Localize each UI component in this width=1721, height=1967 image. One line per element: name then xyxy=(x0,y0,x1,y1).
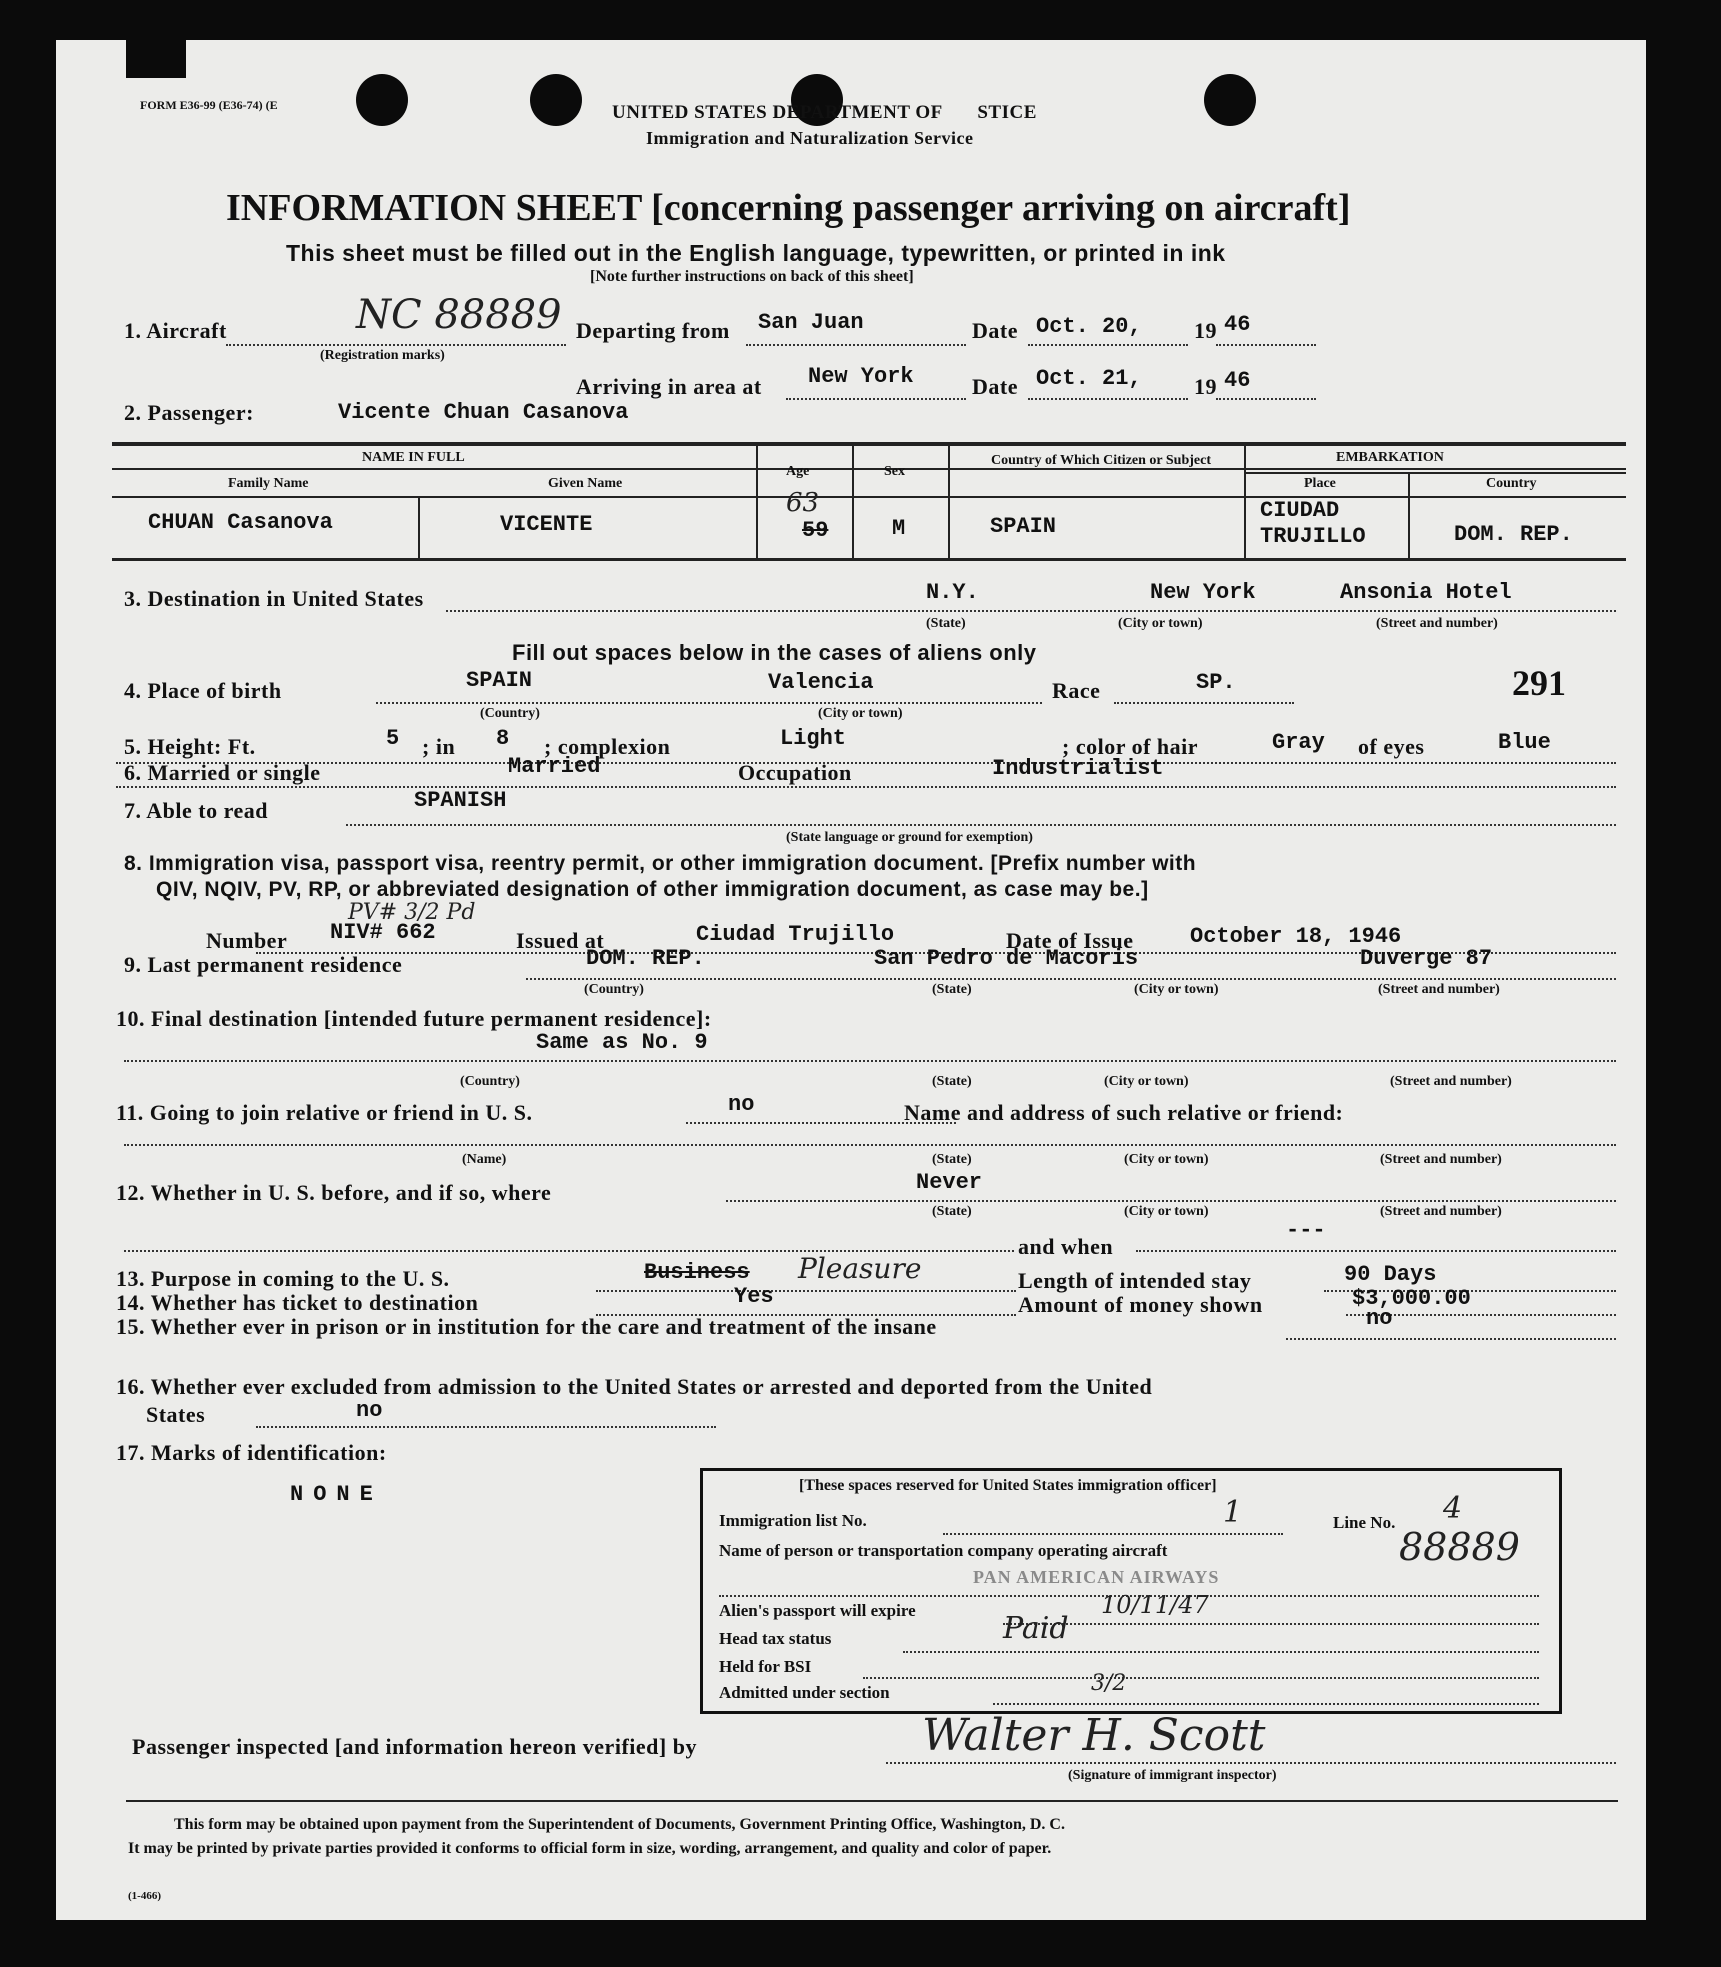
signature-caption: (Signature of immigrant inspector) xyxy=(1068,1768,1277,1783)
embark-place-2: TRUJILLO xyxy=(1260,524,1366,549)
corner-tear xyxy=(126,38,186,78)
ticket-label: 14. Whether has ticket to destination xyxy=(116,1290,479,1315)
year-prefix: 19 xyxy=(1194,318,1217,343)
issue-date: October 18, 1946 xyxy=(1190,924,1402,949)
when-value: --- xyxy=(1286,1218,1326,1243)
caption-city: (City or town) xyxy=(1124,1152,1209,1167)
head-tax-label: Head tax status xyxy=(719,1629,832,1648)
year-departing: 46 xyxy=(1224,312,1251,337)
punch-hole xyxy=(530,74,582,126)
caption-country: (Country) xyxy=(584,982,644,997)
marks-value: NONE xyxy=(290,1482,383,1507)
occupation: Industrialist xyxy=(992,756,1164,781)
family-name: CHUAN Casanova xyxy=(148,510,333,535)
passenger-label: 2. Passenger: xyxy=(124,400,254,425)
excluded-value: no xyxy=(356,1398,383,1423)
stay-length: 90 Days xyxy=(1344,1262,1437,1287)
caption-state: (State) xyxy=(926,616,966,631)
age-header: Age xyxy=(786,464,810,479)
year-prefix: 19 xyxy=(1194,374,1217,399)
given-name-header: Given Name xyxy=(548,476,623,491)
prison-label: 15. Whether ever in prison or in institution for the care and treatment of the insane xyxy=(116,1314,937,1339)
country-citizen-header: Country of Which Citizen or Subject xyxy=(991,453,1211,468)
visa-label: 8. Immigration visa, passport visa, reentry permit, or other immigration document. [Prefix number with xyxy=(124,852,1197,875)
agency-name: UNITED STATES DEPARTMENT OF xyxy=(612,102,948,123)
aircraft-label: 1. Aircraft xyxy=(124,318,227,343)
passport-expire-label: Alien's passport will expire xyxy=(719,1601,916,1620)
issue-date-label: Date of Issue xyxy=(1006,928,1134,953)
list-number: 1 xyxy=(1223,1495,1243,1530)
birth-label: 4. Place of birth xyxy=(124,678,282,703)
race: SP. xyxy=(1196,670,1236,695)
final-destination: Same as No. 9 xyxy=(536,1030,708,1055)
age-handwritten: 63 xyxy=(786,488,820,518)
registration-caption: (Registration marks) xyxy=(320,348,445,363)
race-label: Race xyxy=(1052,678,1101,703)
marital-label: 6. Married or single xyxy=(124,760,321,785)
caption-city: (City or town) xyxy=(818,706,903,721)
when-label: and when xyxy=(1018,1234,1114,1259)
age: 59 xyxy=(802,518,829,543)
aircraft-registration: NC 88889 xyxy=(356,292,562,338)
stay-label: Length of intended stay xyxy=(1018,1268,1252,1293)
section-label: Admitted under section xyxy=(719,1683,890,1702)
subtitle: This sheet must be filled out in the English language, typewritten, or printed in ink xyxy=(286,240,1226,266)
relative-name-label: Name and address of such relative or friend: xyxy=(904,1100,1344,1125)
embark-place-1: CIUDAD xyxy=(1260,498,1340,523)
destination-label: 3. Destination in United States xyxy=(124,586,424,611)
residence-state: San Pedro de Macoris xyxy=(874,946,1139,971)
issued-at: Ciudad Trujillo xyxy=(696,922,895,947)
inspector-signature: Walter H. Scott xyxy=(922,1710,1266,1761)
residence-label: 9. Last permanent residence xyxy=(124,952,403,977)
visa-label-2: QIV, NQIV, PV, RP, or abbreviated designation of other immigration document, as case may be.] xyxy=(156,878,1149,901)
money-amount: $3,000.00 xyxy=(1352,1286,1471,1311)
destination-city: New York xyxy=(1150,580,1256,605)
officer-box-header: [These spaces reserved for United States immigration officer] xyxy=(799,1477,1217,1494)
stamp-number: 291 xyxy=(1512,663,1566,703)
citizenship: SPAIN xyxy=(990,514,1057,539)
list-label: Immigration list No. xyxy=(719,1511,867,1530)
caption-state: (State) xyxy=(932,1204,972,1219)
date-label: Date xyxy=(972,318,1018,343)
punch-hole xyxy=(1204,74,1256,126)
line-label: Line No. xyxy=(1333,1513,1396,1532)
company-handwritten: 88889 xyxy=(1399,1525,1520,1569)
form-code: (1-466) xyxy=(128,1890,161,1902)
complexion: Light xyxy=(780,726,847,751)
arriving-label: Arriving in area at xyxy=(576,374,762,399)
date-departing: Oct. 20, xyxy=(1036,314,1142,339)
caption-city: (City or town) xyxy=(1118,616,1203,631)
caption-street: (Street and number) xyxy=(1378,982,1500,997)
caption-country: (Country) xyxy=(480,706,540,721)
before-label: 12. Whether in U. S. before, and if so, where xyxy=(116,1180,552,1205)
sex: M xyxy=(892,516,906,541)
birth-city: Valencia xyxy=(768,670,874,695)
caption-city: (City or town) xyxy=(1104,1074,1189,1089)
passenger-name: Vicente Chuan Casanova xyxy=(338,400,629,425)
money-label: Amount of money shown xyxy=(1018,1292,1263,1317)
given-name: VICENTE xyxy=(500,512,593,537)
eye-color: Blue xyxy=(1498,730,1551,755)
name-in-full-header: NAME IN FULL xyxy=(362,450,465,465)
hair-label: ; color of hair xyxy=(1062,734,1199,759)
purpose-label: 13. Purpose in coming to the U. S. xyxy=(116,1266,450,1291)
residence-country: DOM. REP. xyxy=(586,946,705,971)
date-arriving: Oct. 21, xyxy=(1036,366,1142,391)
form-sheet xyxy=(56,40,1646,1920)
departing-label: Departing from xyxy=(576,318,730,343)
service-name: Immigration and Naturalization Service xyxy=(646,128,974,148)
prison-value: no xyxy=(1366,1306,1393,1331)
read-language: SPANISH xyxy=(414,788,507,813)
caption-street: (Street and number) xyxy=(1376,616,1498,631)
issued-label: Issued at xyxy=(516,928,605,953)
punch-hole xyxy=(356,74,408,126)
embark-country: DOM. REP. xyxy=(1454,522,1573,547)
read-label: 7. Able to read xyxy=(124,798,268,823)
residence-street: Duverge 87 xyxy=(1360,946,1493,971)
caption-state: (State) xyxy=(932,1152,972,1167)
join-label: 11. Going to join relative or friend in U. S. xyxy=(116,1100,533,1125)
company-stamp: PAN AMERICAN AIRWAYS xyxy=(973,1567,1220,1587)
family-name-header: Family Name xyxy=(228,476,309,491)
eyes-label: of eyes xyxy=(1358,734,1425,759)
final-destination-label: 10. Final destination [intended future permanent residence]: xyxy=(116,1006,712,1031)
caption-state: (State) xyxy=(932,982,972,997)
departing-from: San Juan xyxy=(758,310,864,335)
inches-label: ; in xyxy=(422,734,456,759)
year-arriving: 46 xyxy=(1224,368,1251,393)
date-label: Date xyxy=(972,374,1018,399)
height-inches: 8 xyxy=(496,726,510,751)
hair-color: Gray xyxy=(1272,730,1325,755)
marital-status: Married xyxy=(508,754,601,779)
height-ft: 5 xyxy=(386,726,400,751)
passport-expire: 10/11/47 xyxy=(1101,1591,1209,1619)
head-tax-status: Paid xyxy=(1003,1611,1069,1646)
before-value: Never xyxy=(916,1170,983,1195)
sex-header: Sex xyxy=(884,464,905,479)
destination-street: Ansonia Hotel xyxy=(1340,580,1512,605)
destination-state: N.Y. xyxy=(926,580,979,605)
caption-state: (State) xyxy=(932,1074,972,1089)
caption-street: (Street and number) xyxy=(1380,1204,1502,1219)
caption-street: (Street and number) xyxy=(1380,1152,1502,1167)
caption-street: (Street and number) xyxy=(1390,1074,1512,1089)
officer-box xyxy=(700,1468,1562,1714)
embark-country-header: Country xyxy=(1486,476,1537,491)
visa-handwritten: PV# 3/2 Pd xyxy=(348,900,476,925)
visa-number: NIV# 662 xyxy=(330,920,436,945)
caption-city: (City or town) xyxy=(1124,1204,1209,1219)
aliens-header: Fill out spaces below in the cases of aliens only xyxy=(512,640,1037,665)
height-label: 5. Height: Ft. xyxy=(124,734,256,759)
company-label: Name of person or transportation company operating aircraft xyxy=(719,1541,1168,1560)
birth-country: SPAIN xyxy=(466,668,533,693)
footer-line-2: It may be printed by private parties provided it conforms to official form in size, wording, arrangement, and quality and color of paper. xyxy=(128,1840,1052,1857)
complexion-label: ; complexion xyxy=(544,734,671,759)
agency xyxy=(612,102,1037,124)
page-title: INFORMATION SHEET [concerning passenger arriving on aircraft] xyxy=(226,187,1351,229)
form-id: FORM E36-99 (E36-74) (E xyxy=(140,98,278,112)
excluded-label: 16. Whether ever excluded from admission to the United States or arrested and deported from the United xyxy=(116,1374,1153,1399)
arriving-at: New York xyxy=(808,364,914,389)
embarkation-header: EMBARKATION xyxy=(1336,450,1444,465)
caption-country: (Country) xyxy=(460,1074,520,1089)
excluded-label-2: States xyxy=(146,1402,206,1427)
caption-name: (Name) xyxy=(462,1152,507,1167)
agency-suffix: STICE xyxy=(977,102,1037,123)
footer-line-1: This form may be obtained upon payment from the Superintendent of Documents, Government Printing Office, Washington, D. C. xyxy=(174,1816,1065,1833)
read-caption: (State language or ground for exemption) xyxy=(786,830,1033,845)
note: [Note further instructions on back of this sheet] xyxy=(590,268,914,285)
ticket-value: Yes xyxy=(734,1284,774,1309)
marks-label: 17. Marks of identification: xyxy=(116,1440,387,1465)
inspected-label: Passenger inspected [and information hereon verified] by xyxy=(132,1734,697,1759)
purpose-value: Business xyxy=(644,1260,750,1285)
join-value: no xyxy=(728,1092,755,1117)
caption-city: (City or town) xyxy=(1134,982,1219,997)
admitted-section: 3/2 xyxy=(1091,1671,1127,1696)
bsi-label: Held for BSI xyxy=(719,1657,812,1676)
purpose-handwritten: Pleasure xyxy=(798,1252,922,1285)
occupation-label: Occupation xyxy=(738,760,852,785)
number-label: Number xyxy=(206,928,288,953)
place-header: Place xyxy=(1304,476,1336,491)
line-number: 4 xyxy=(1443,1491,1463,1526)
